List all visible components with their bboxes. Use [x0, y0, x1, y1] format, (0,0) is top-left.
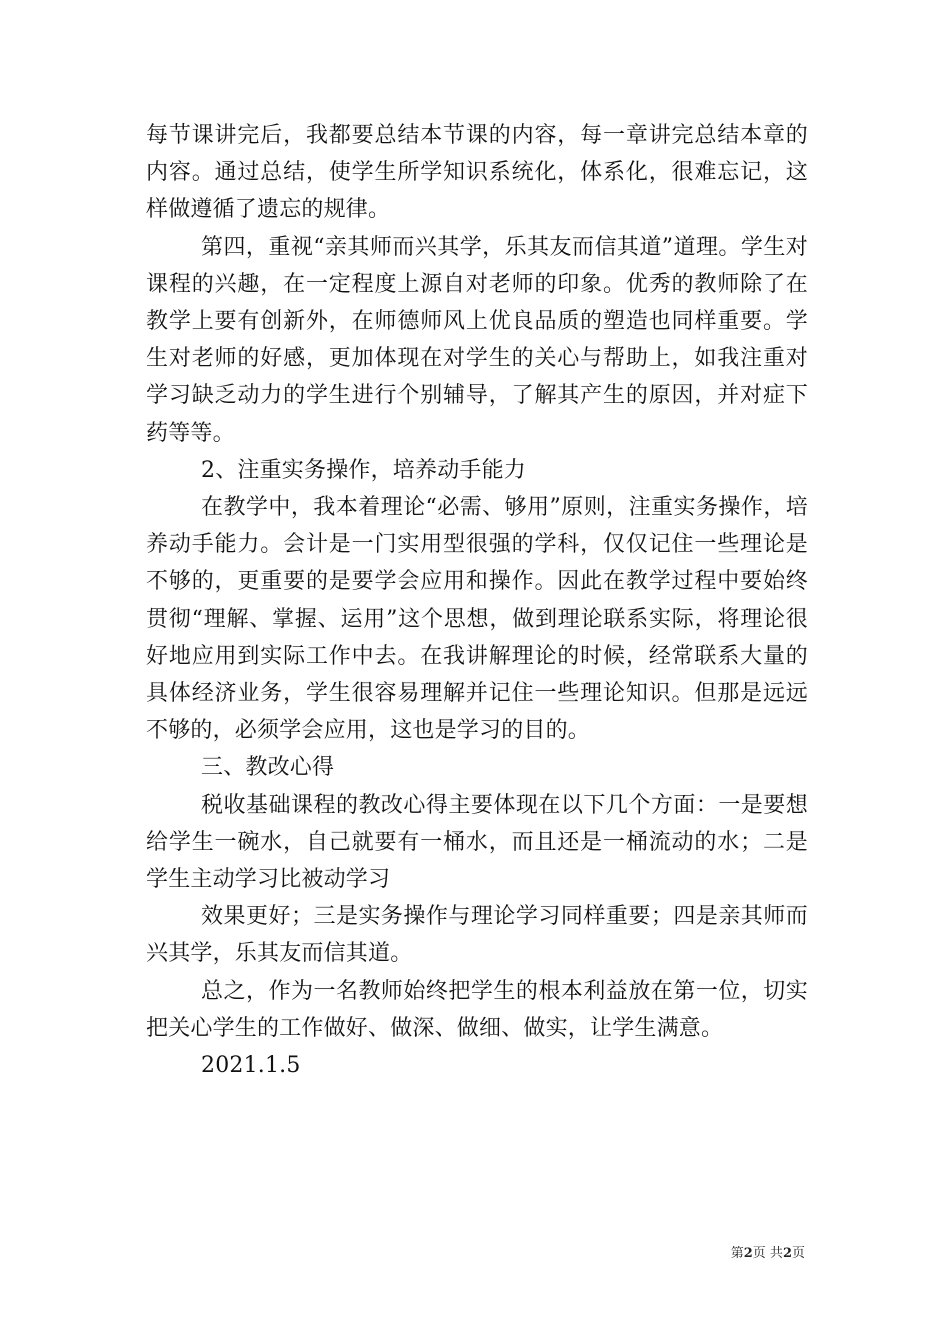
- footer-middle: 页 共: [752, 1246, 783, 1261]
- footer-current-page: 2: [743, 1246, 753, 1261]
- footer-total-pages: 2: [782, 1246, 792, 1261]
- paragraph-point-four: 第四，重视“亲其师而兴其学，乐其友而信其道”道理。学生对课程的兴趣，在一定程度上源自对老师的印象。优秀的教师除了在教学上要有创新外，在师德师风上优良品质的塑造也同样重要。学生对老师的好感，更加体现在对学生的关心与帮助上，如我注重对学习缺乏动力的学生进行个别辅导，了解其产生的原因，并对症下药等等。: [146, 234, 808, 446]
- document-date: 2021.1.5: [201, 1053, 301, 1079]
- paragraph-reform-insights: 税收基础课程的教改心得主要体现在以下几个方面：一是要想给学生一碗水，自己就要有一桶水，而且还是一桶流动的水；二是学生主动学习比被动学习: [146, 792, 808, 893]
- page-footer: [731, 1245, 805, 1263]
- subheading-practical-operation: 2、注重实务操作，培养动手能力: [201, 457, 526, 483]
- paragraph-summary-practice: 每节课讲完后，我都要总结本节课的内容，每一章讲完总结本章的内容。通过总结，使学生所学知识系统化，体系化，很难忘记，这样做遵循了遗忘的规律。: [146, 123, 808, 223]
- paragraph-conclusion: 总之，作为一名教师始终把学生的根本利益放在第一位，切实把关心学生的工作做好、做深、做细、做实，让学生满意。: [146, 978, 808, 1041]
- paragraph-practical-operation: 在教学中，我本着理论“必需、够用”原则，注重实务操作，培养动手能力。会计是一门实用型很强的学科，仅仅记住一些理论是不够的，更重要的是要学会应用和操作。因此在教学过程中要始终贯彻“理解、掌握、运用”这个思想，做到理论联系实际，将理论很好地应用到实际工作中去。在我讲解理论的时候，经常联系大量的具体经济业务，学生很容易理解并记住一些理论知识。但那是远远不够的，必须学会应用，这也是学习的目的。: [146, 495, 808, 744]
- footer-suffix: 页: [791, 1246, 805, 1261]
- footer-prefix: 第: [730, 1246, 744, 1261]
- paragraph-reform-insights-continued: 效果更好；三是实务操作与理论学习同样重要；四是亲其师而兴其学，乐其友而信其道。: [146, 904, 808, 967]
- heading-reform-insights: 三、教改心得: [201, 755, 335, 781]
- document-body: [146, 117, 808, 1084]
